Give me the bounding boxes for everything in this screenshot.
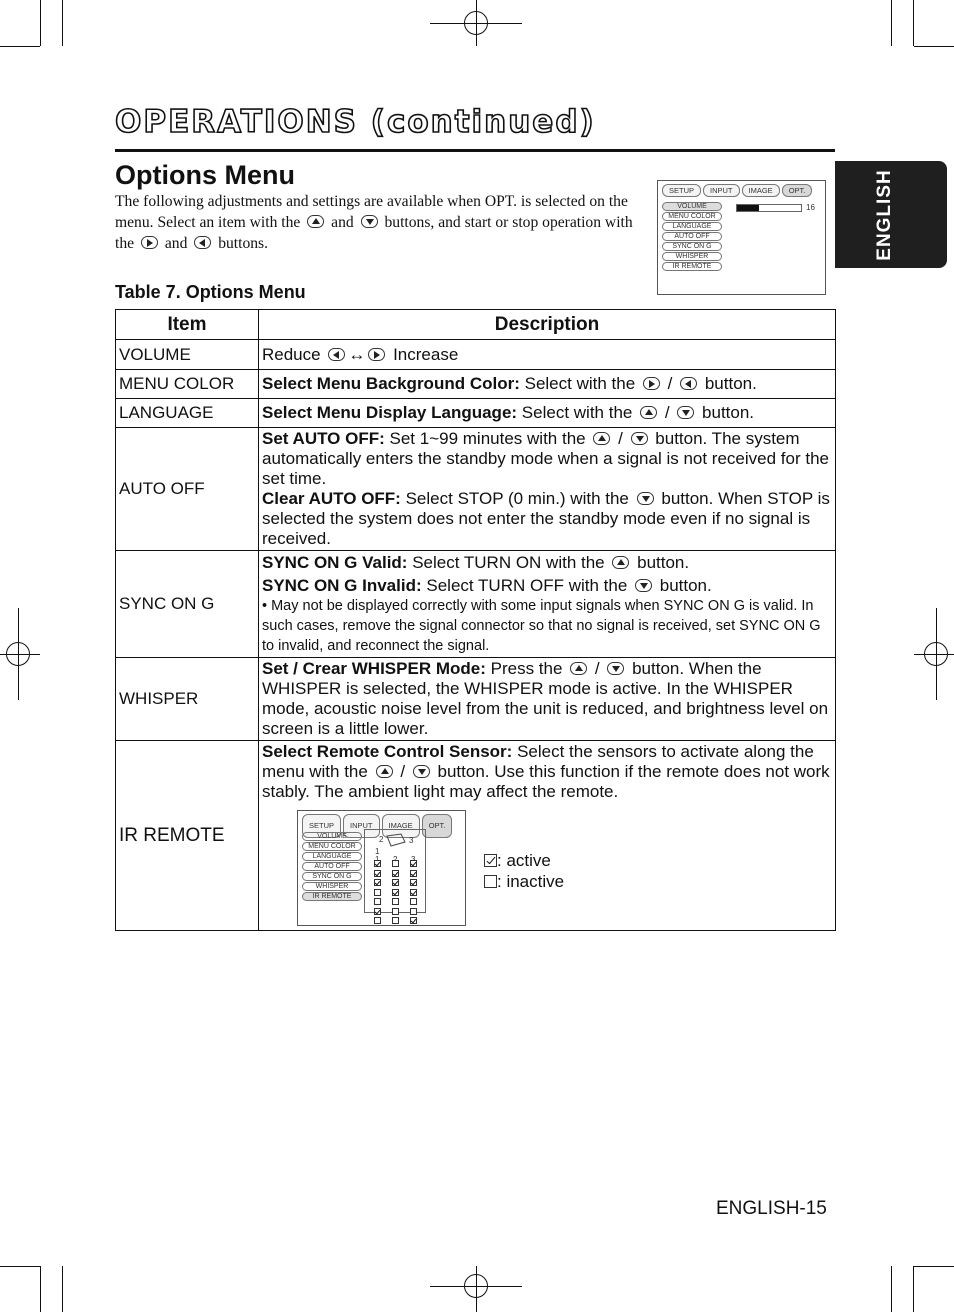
diagram-label: 2: [379, 835, 384, 844]
up-button-icon: [570, 662, 587, 675]
down-button-icon: [361, 215, 378, 228]
down-button-icon: [677, 406, 694, 419]
right-button-icon: [368, 348, 385, 361]
row-desc-sync-on-g: [259, 551, 836, 658]
desc-bold: Select Menu Display Language:: [262, 403, 518, 422]
up-button-icon: [593, 432, 610, 445]
desc-text: Select STOP (0 min.) with the: [405, 489, 629, 508]
legend-inactive: : inactive: [497, 872, 565, 891]
desc-text: Increase: [393, 344, 459, 364]
desc-bold: Set AUTO OFF:: [262, 429, 385, 448]
osd-item-whisper: WHISPER: [302, 882, 362, 891]
desc-text: button.: [702, 403, 755, 422]
intro-text: and: [164, 235, 188, 252]
desc-text: button.: [637, 552, 690, 572]
desc-text: /: [667, 374, 673, 393]
osd-tab-opt: OPT.: [782, 184, 813, 197]
desc-text: Select the sensors to activate along the menu with the: [262, 742, 814, 781]
legend-active: : active: [497, 851, 551, 870]
page-header-title: OPERATIONS (continued): [115, 104, 596, 140]
row-desc-volume: [259, 340, 836, 370]
row-item-whisper: WHISPER: [116, 658, 259, 741]
row-item-language: LANGUAGE: [116, 399, 259, 428]
osd-item-language: LANGUAGE: [302, 852, 362, 861]
osd-item-auto-off: AUTO OFF: [302, 862, 362, 871]
table-row: [116, 741, 836, 931]
up-button-icon: [376, 765, 393, 778]
desc-text: Select TURN OFF with the: [426, 575, 628, 595]
sensor-checkbox-checked: [392, 879, 399, 886]
desc-text: button. Use this function if the remote does not work stably. The ambient light may affect the remote.: [262, 762, 830, 801]
desc-text: Set 1~99 minutes with the: [389, 429, 586, 448]
desc-bold: Select Menu Background Color:: [262, 374, 520, 393]
section-title: Options Menu: [115, 160, 295, 190]
double-arrow-icon: ↔: [348, 344, 366, 364]
row-item-sync-on-g: SYNC ON G: [116, 551, 259, 658]
desc-text: /: [400, 762, 406, 781]
sensor-checkbox-checked: [410, 870, 417, 877]
page-number: ENGLISH-15: [716, 1198, 827, 1219]
sensor-checkbox-unchecked: [410, 908, 417, 915]
sensor-checkbox-checked: [374, 908, 381, 915]
right-button-icon: [141, 236, 158, 249]
projector-sensor-shape: [387, 834, 405, 846]
osd-tab-image: IMAGE: [742, 184, 780, 197]
osd-volume-value: 16: [806, 203, 815, 212]
down-button-icon: [637, 492, 654, 505]
osd-item-sync-on-g: SYNC ON G: [662, 242, 722, 251]
down-button-icon: [631, 432, 648, 445]
sensor-checkbox-checked: [374, 879, 381, 886]
desc-text: button. When STOP is selected the system does not enter the standby mode even if no signal is received.: [262, 489, 830, 548]
desc-text: button. When the WHISPER is selected, the WHISPER mode is active. In the WHISPER mode, acoustic noise level from the unit is reduced, and brightness level on screen is a little lower.: [262, 659, 829, 738]
header-description: Description: [259, 310, 836, 340]
osd-volume-bar-fill: [737, 205, 759, 211]
down-button-icon: [607, 662, 624, 675]
osd-item-ir-remote: IR REMOTE: [302, 892, 362, 901]
sensor-checkbox-unchecked: [392, 908, 399, 915]
osd-item-sync-on-g: SYNC ON G: [302, 872, 362, 881]
sensor-checkbox-unchecked: [410, 898, 417, 905]
table-row: [116, 399, 836, 428]
desc-text: Select with the: [521, 403, 633, 422]
osd-volume-bar: [736, 204, 802, 212]
osd-item-whisper: WHISPER: [662, 252, 722, 261]
desc-text: Select with the: [524, 374, 636, 393]
sensor-checkbox-checked: [410, 917, 417, 924]
desc-text: Reduce: [262, 344, 321, 364]
desc-text: /: [594, 659, 600, 678]
table-row: [116, 551, 836, 658]
intro-paragraph: [115, 191, 635, 254]
sensor-checkbox-unchecked: [374, 898, 381, 905]
right-button-icon: [643, 377, 660, 390]
osd-item-ir-remote: IR REMOTE: [662, 262, 722, 271]
desc-text: button.: [704, 374, 757, 393]
osd-item-menu-color: MENU COLOR: [662, 212, 722, 221]
row-item-menu-color: MENU COLOR: [116, 370, 259, 399]
table-row: [116, 658, 836, 741]
row-item-ir-remote: IR REMOTE: [116, 741, 259, 931]
sensor-check-grid: [364, 829, 426, 913]
header-item: Item: [116, 310, 259, 340]
desc-text: Press the: [490, 659, 563, 678]
left-button-icon: [194, 236, 211, 249]
desc-bold: Select Remote Control Sensor:: [262, 742, 513, 761]
table-caption: Table 7. Options Menu: [115, 282, 306, 302]
row-item-volume: VOLUME: [116, 340, 259, 370]
row-item-auto-off: AUTO OFF: [116, 428, 259, 551]
intro-text: The following adjustments and settings are available when OPT. is selected on the menu. Select an item with the: [115, 193, 628, 231]
up-button-icon: [612, 556, 629, 569]
desc-bold: SYNC ON G Valid:: [262, 552, 408, 572]
diagram-label: 1: [375, 847, 380, 856]
osd-tabs: [662, 184, 812, 197]
desc-text: button. The system automatically enters the standby mode when a signal is not received for the set time.: [262, 429, 829, 488]
desc-text: /: [618, 429, 623, 448]
row-desc-menu-color: [259, 370, 836, 399]
down-button-icon: [413, 765, 430, 778]
table-row: [116, 428, 836, 551]
row-desc-whisper: [259, 658, 836, 741]
osd-item-list: [302, 832, 362, 901]
options-table: [115, 309, 836, 931]
osd-item-auto-off: AUTO OFF: [662, 232, 722, 241]
intro-text: buttons.: [218, 235, 269, 252]
osd-item-list: [662, 202, 722, 271]
intro-text: buttons, and start or stop operation with the: [115, 214, 633, 252]
sensor-checkbox-unchecked: [392, 898, 399, 905]
unchecked-box-icon: [484, 875, 497, 888]
osd-tab-input: INPUT: [703, 184, 740, 197]
osd-menu-illustration: [657, 180, 826, 295]
sensor-checkbox-checked: [374, 860, 381, 867]
osd-item-language: LANGUAGE: [662, 222, 722, 231]
diagram-label: 3: [409, 836, 414, 845]
sensor-checkbox-checked: [410, 860, 417, 867]
sensor-checkbox-checked: [374, 870, 381, 877]
sensor-checkbox-unchecked: [392, 860, 399, 867]
osd-tab-opt: OPT.: [422, 814, 453, 838]
row-desc-auto-off: [259, 428, 836, 551]
table-row: [116, 370, 836, 399]
osd-item-menu-color: MENU COLOR: [302, 842, 362, 851]
sensor-checkbox-checked: [410, 879, 417, 886]
ir-osd-illustration: [297, 810, 466, 926]
intro-text: and: [331, 214, 354, 231]
osd-tab-setup: SETUP: [302, 814, 341, 838]
desc-bold: SYNC ON G Invalid:: [262, 575, 422, 595]
up-button-icon: [307, 215, 324, 228]
osd-item-volume: VOLUME: [302, 832, 362, 841]
sync-note: • May not be displayed correctly with some input signals when SYNC ON G is valid. In such cases, remove the signal connector so that no signal is received, set SYNC ON G to invalid, and reconnect the signal.: [262, 597, 821, 654]
osd-tab-image: IMAGE: [382, 814, 420, 838]
table-row: [116, 340, 836, 370]
osd-tab-input: INPUT: [343, 814, 380, 838]
osd-item-volume: VOLUME: [662, 202, 722, 211]
desc-text: Select TURN ON with the: [412, 552, 605, 572]
sensor-checkbox-checked: [392, 889, 399, 896]
desc-text: /: [664, 403, 670, 422]
row-desc-ir-remote: [259, 741, 836, 931]
left-button-icon: [680, 377, 697, 390]
sensor-checkbox-checked: [410, 889, 417, 896]
checked-box-icon: [484, 854, 497, 867]
up-button-icon: [640, 406, 657, 419]
table-header-row: [116, 310, 836, 340]
header-rule: [115, 149, 835, 152]
language-side-tab: [835, 161, 947, 268]
osd-tab-setup: SETUP: [662, 184, 701, 197]
desc-bold: Clear AUTO OFF:: [262, 489, 401, 508]
desc-text: button.: [659, 575, 712, 595]
sensor-checkbox-unchecked: [374, 889, 381, 896]
down-button-icon: [635, 579, 652, 592]
checkbox-legend: [484, 850, 564, 892]
desc-bold: Set / Crear WHISPER Mode:: [262, 659, 486, 678]
side-tab-label: ENGLISH: [874, 169, 895, 261]
sensor-checkbox-unchecked: [392, 917, 399, 924]
sensor-checkbox-unchecked: [374, 917, 381, 924]
sensor-checkbox-checked: [392, 870, 399, 877]
left-button-icon: [328, 348, 345, 361]
row-desc-language: [259, 399, 836, 428]
